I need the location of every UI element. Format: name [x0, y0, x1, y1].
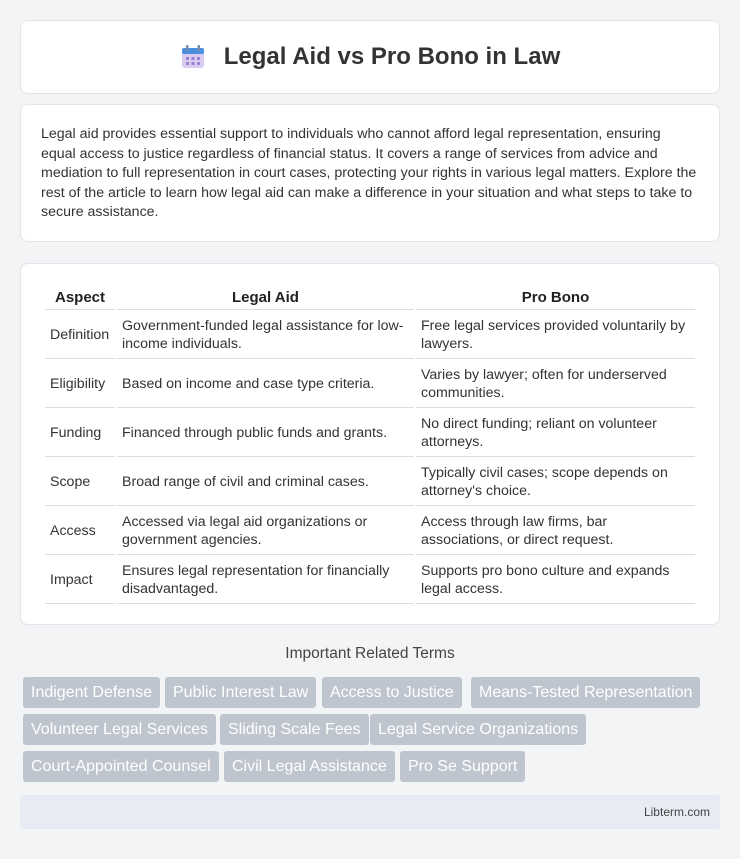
cell-legal-aid: Based on income and case type criteria. — [117, 361, 414, 408]
table-row — [45, 508, 695, 555]
comparison-table-card — [20, 263, 720, 625]
related-term-tag[interactable]: Public Interest Law — [165, 677, 316, 708]
intro-text: Legal aid provides essential support to individuals who cannot afford legal representation, ensuring equal access to justice regardless of financial status. It covers a range of services from advice and mediation to full representation in court cases, protecting your rights in various legal matters. Explore the rest of the article to learn how legal aid can make a difference in your situation and what steps to take to secure assistance. — [41, 126, 697, 220]
related-term-tag[interactable]: Civil Legal Assistance — [224, 751, 395, 782]
cell-pro-bono: Supports pro bono culture and expands legal access. — [416, 557, 695, 604]
cell-aspect: Scope — [45, 459, 115, 506]
cell-aspect: Definition — [45, 312, 115, 359]
related-term-tag[interactable]: Access to Justice — [322, 677, 462, 708]
footer — [20, 795, 720, 829]
cell-aspect: Impact — [45, 557, 115, 604]
cell-pro-bono: No direct funding; reliant on volunteer attorneys. — [416, 410, 695, 457]
cell-aspect: Eligibility — [45, 361, 115, 408]
related-terms-title: Important Related Terms — [285, 645, 455, 662]
cell-legal-aid: Accessed via legal aid organizations or government agencies. — [117, 508, 414, 555]
cell-legal-aid: Financed through public funds and grants. — [117, 410, 414, 457]
comparison-table — [43, 284, 697, 606]
cell-pro-bono: Typically civil cases; scope depends on attorney's choice. — [416, 459, 695, 506]
cell-pro-bono: Free legal services provided voluntarily by lawyers. — [416, 312, 695, 359]
table-header-row — [45, 286, 695, 310]
related-term-tag[interactable]: Pro Se Support — [400, 751, 525, 782]
related-term-tag[interactable]: Court-Appointed Counsel — [23, 751, 219, 782]
table-row — [45, 459, 695, 506]
column-header-aspect: Aspect — [45, 286, 115, 310]
calendar-icon — [180, 44, 206, 70]
related-term-tag[interactable]: Legal Service Organizations — [370, 714, 586, 745]
table-row — [45, 361, 695, 408]
cell-legal-aid: Ensures legal representation for financially disadvantaged. — [117, 557, 414, 604]
related-term-tag[interactable]: Volunteer Legal Services — [23, 714, 216, 745]
page-title: Legal Aid vs Pro Bono in Law — [223, 43, 561, 70]
related-term-tag[interactable]: Means-Tested Representation — [471, 677, 700, 708]
related-term-tag[interactable]: Sliding Scale Fees — [220, 714, 369, 745]
header-card — [20, 20, 720, 94]
cell-aspect: Funding — [45, 410, 115, 457]
cell-pro-bono: Access through law firms, bar associations, or direct request. — [416, 508, 695, 555]
table-row — [45, 312, 695, 359]
cell-pro-bono: Varies by lawyer; often for underserved communities. — [416, 361, 695, 408]
related-term-tag[interactable]: Indigent Defense — [23, 677, 160, 708]
column-header-legal-aid: Legal Aid — [117, 286, 414, 310]
table-row — [45, 557, 695, 604]
footer-site-link[interactable]: Libterm.com — [643, 805, 710, 819]
intro-card — [20, 104, 720, 242]
cell-aspect: Access — [45, 508, 115, 555]
table-row — [45, 410, 695, 457]
column-header-pro-bono: Pro Bono — [416, 286, 695, 310]
cell-legal-aid: Broad range of civil and criminal cases. — [117, 459, 414, 506]
cell-legal-aid: Government-funded legal assistance for low-income individuals. — [117, 312, 414, 359]
